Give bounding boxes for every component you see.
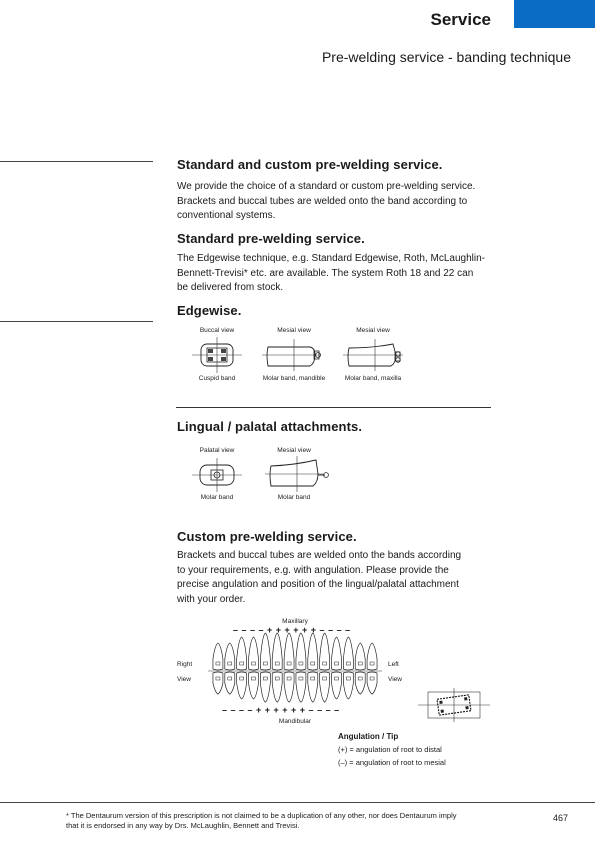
figure-label: Cuspid band: [198, 375, 236, 382]
standard-paragraph: [177, 252, 492, 296]
section-color-tab: [514, 0, 595, 28]
lower-bracket: [275, 677, 279, 680]
upper-tooth: [213, 643, 223, 670]
upper-tooth: [225, 643, 235, 670]
upper-bracket: [358, 662, 362, 665]
view-label-right: View: [177, 676, 191, 683]
footnote-line: that it is endorsed in any way by Drs. McLaughlin, Bennett and Trevisi.: [66, 821, 300, 830]
figure-label: Molar band: [277, 494, 311, 501]
upper-bracket: [228, 662, 232, 665]
legend-item-distal: (+) = angulation of root to distal: [338, 745, 442, 754]
figure-label: Mesial view: [356, 327, 390, 334]
heading-intro: Standard and custom pre-welding service.: [177, 157, 443, 172]
heading-custom: Custom pre-welding service.: [177, 529, 357, 544]
lower-bracket: [263, 677, 267, 680]
upper-tooth: [284, 633, 294, 670]
lower-tooth: [296, 672, 306, 702]
lower-tooth: [367, 672, 377, 694]
side-rule: [0, 161, 153, 162]
page-number: 467: [553, 813, 569, 823]
molar-band-maxilla-mesial-illustration: [343, 339, 409, 371]
lower-bracket: [358, 677, 362, 680]
heading-standard: Standard pre-welding service.: [177, 231, 365, 246]
upper-bracket: [263, 662, 267, 665]
page-section-title: Service: [430, 10, 491, 29]
molar-band-palatal-illustration: [192, 458, 242, 492]
footnote-line: * The Dentaurum version of this prescription is not claimed to be a duplication of any other, nor does Dentaurum imply: [66, 811, 457, 820]
figure-label: Molar band, maxilla: [344, 375, 402, 382]
upper-tooth: [320, 633, 330, 670]
text-line: The Edgewise technique, e.g. Standard Edgewise, Roth, McLaughlin-: [177, 253, 485, 264]
page-subtitle: Pre-welding service - banding technique: [321, 49, 571, 65]
lower-bracket: [252, 677, 256, 680]
bracket-angulation-diagram: [418, 688, 490, 722]
upper-bracket: [323, 662, 327, 665]
lower-tooth: [213, 672, 223, 694]
lower-tooth: [320, 672, 330, 702]
footnote: [66, 811, 506, 831]
text-line: with your order.: [177, 593, 246, 605]
heading-lingual: Lingual / palatal attachments.: [177, 419, 363, 434]
left-label: Left: [388, 661, 399, 668]
legend-title: Angulation / Tip: [338, 732, 399, 741]
figure-label: Mesial view: [277, 327, 311, 334]
cuspid-band-buccal-illustration: [192, 337, 242, 373]
maxillary-label: Maxillary: [282, 618, 308, 625]
heading-edgewise: Edgewise.: [177, 303, 242, 318]
upper-bracket: [311, 662, 315, 665]
upper-tooth: [308, 633, 318, 670]
text-line: Brackets and buccal tubes are welded onto the band according to: [177, 195, 468, 207]
intro-paragraph: [177, 180, 492, 224]
molar-band-mandible-mesial-illustration: [262, 339, 326, 371]
figure-label: Palatal view: [199, 447, 235, 454]
mandibular-label: Mandibular: [278, 718, 312, 725]
figure-label: Molar band: [200, 494, 234, 501]
upper-bracket: [275, 662, 279, 665]
upper-tooth: [272, 633, 282, 670]
lower-tooth: [343, 672, 353, 699]
lower-tooth: [272, 672, 282, 702]
upper-bracket: [335, 662, 339, 665]
side-rule: [0, 321, 153, 322]
upper-bracket: [370, 662, 374, 665]
upper-bracket: [287, 662, 291, 665]
upper-bracket: [346, 662, 350, 665]
lower-bracket: [323, 677, 327, 680]
lower-tooth: [284, 672, 294, 702]
upper-bracket: [240, 662, 244, 665]
lower-tooth: [260, 672, 270, 702]
lower-bracket: [370, 677, 374, 680]
upper-tooth: [367, 643, 377, 670]
upper-tooth: [260, 633, 270, 670]
text-line: to your requirements, e.g. with angulation. Please provide the: [177, 564, 449, 576]
lower-bracket: [311, 677, 315, 680]
molar-band-lingual-mesial-illustration: [265, 456, 333, 492]
lower-tooth: [237, 672, 247, 699]
dentition-illustration: [212, 636, 378, 706]
text-line: conventional systems.: [177, 210, 276, 221]
lower-tooth: [249, 672, 259, 699]
figure-label: Molar band, mandible: [262, 375, 326, 382]
upper-angulation-signs: – – – – + + + + + + – – – –: [233, 625, 351, 635]
lower-bracket: [228, 677, 232, 680]
figure-label: Mesial view: [277, 447, 311, 454]
upper-tooth: [355, 643, 365, 670]
lower-tooth: [225, 672, 235, 694]
custom-paragraph: [177, 549, 492, 607]
upper-bracket: [216, 662, 220, 665]
text-line: precise angulation and position of the lingual/palatal attachment: [177, 579, 459, 590]
lower-bracket: [216, 677, 220, 680]
lower-tooth: [355, 672, 365, 694]
text-line: Bennett-Trevisi* etc. are available. The system Roth 18 and 22 can: [177, 267, 474, 279]
figure-label: Buccal view: [199, 327, 235, 334]
legend-item-mesial: (–) = angulation of root to mesial: [338, 758, 446, 767]
text-line: We provide the choice of a standard or custom pre-welding service.: [177, 181, 476, 192]
text-line: be delivered from stock.: [177, 282, 284, 293]
lower-bracket: [287, 677, 291, 680]
lower-angulation-signs: – – – – + + + + + + – – – –: [222, 705, 340, 715]
upper-tooth: [296, 633, 306, 670]
lower-bracket: [346, 677, 350, 680]
lower-bracket: [335, 677, 339, 680]
text-line: Brackets and buccal tubes are welded onto the bands according: [177, 550, 462, 561]
lower-tooth: [308, 672, 318, 702]
section-divider: [176, 407, 491, 408]
lower-bracket: [299, 677, 303, 680]
lower-tooth: [332, 672, 342, 699]
lower-bracket: [240, 677, 244, 680]
right-label: Right: [177, 661, 193, 668]
upper-bracket: [252, 662, 256, 665]
view-label-left: View: [388, 676, 402, 683]
footer-rule: [0, 802, 595, 803]
upper-bracket: [299, 662, 303, 665]
